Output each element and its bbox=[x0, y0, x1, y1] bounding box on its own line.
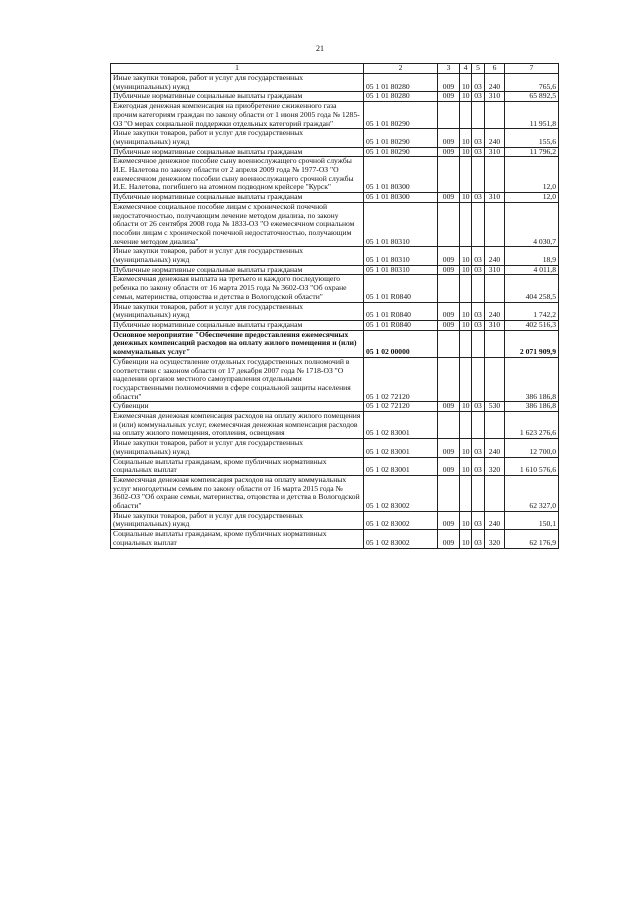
row-code-cell: 05 1 02 00000 bbox=[364, 330, 438, 357]
row-amount-cell: 4 030,7 bbox=[505, 202, 559, 247]
row-col4-cell: 10 bbox=[460, 265, 472, 275]
table-row bbox=[111, 530, 559, 548]
row-col4-cell: 10 bbox=[460, 247, 472, 265]
row-code-cell: 05 1 01 R0840 bbox=[364, 320, 438, 330]
row-col5-cell: 03 bbox=[472, 530, 485, 548]
header-col-1: 1 bbox=[111, 64, 364, 74]
row-col5-cell bbox=[472, 357, 485, 402]
row-col6-cell bbox=[485, 412, 505, 439]
row-code-cell: 05 1 02 83001 bbox=[364, 439, 438, 457]
row-col3-cell: 009 bbox=[438, 92, 460, 102]
row-col6-cell bbox=[485, 330, 505, 357]
row-col6-cell bbox=[485, 475, 505, 511]
row-code-cell: 05 1 01 80290 bbox=[364, 147, 438, 157]
table-row bbox=[111, 357, 559, 402]
row-col3-cell: 009 bbox=[438, 320, 460, 330]
row-amount-cell: 386 186,8 bbox=[505, 402, 559, 412]
row-col3-cell: 009 bbox=[438, 74, 460, 92]
row-col6-cell: 530 bbox=[485, 402, 505, 412]
row-col4-cell bbox=[460, 475, 472, 511]
row-col6-cell: 310 bbox=[485, 92, 505, 102]
row-col4-cell bbox=[460, 275, 472, 302]
row-name-cell: Субвенции bbox=[111, 402, 364, 412]
row-amount-cell: 11 951,8 bbox=[505, 102, 559, 129]
row-col3-cell bbox=[438, 202, 460, 247]
table-row bbox=[111, 439, 559, 457]
row-name-cell: Иные закупки товаров, работ и услуг для государственных (муниципальных) нужд bbox=[111, 511, 364, 529]
row-col3-cell: 009 bbox=[438, 402, 460, 412]
table-row bbox=[111, 412, 559, 439]
row-name-cell: Публичные нормативные социальные выплаты гражданам bbox=[111, 147, 364, 157]
row-col5-cell: 03 bbox=[472, 129, 485, 147]
row-amount-cell: 12 700,0 bbox=[505, 439, 559, 457]
row-col4-cell bbox=[460, 202, 472, 247]
row-name-cell: Иные закупки товаров, работ и услуг для государственных (муниципальных) нужд bbox=[111, 302, 364, 320]
row-col4-cell: 10 bbox=[460, 320, 472, 330]
row-name-cell: Публичные нормативные социальные выплаты гражданам bbox=[111, 320, 364, 330]
row-col6-cell: 240 bbox=[485, 247, 505, 265]
row-amount-cell: 11 796,2 bbox=[505, 147, 559, 157]
row-code-cell: 05 1 01 80310 bbox=[364, 202, 438, 247]
row-col4-cell: 10 bbox=[460, 147, 472, 157]
row-code-cell: 05 1 02 83002 bbox=[364, 475, 438, 511]
table-row bbox=[111, 193, 559, 203]
row-name-cell: Ежемесячная денежная выплата на третьего и каждого последующего ребенка по закону области от 16 марта 2015 года № 3602-ОЗ "Об охране семьи, материнства, отцовства и детства в Вологодской области" bbox=[111, 275, 364, 302]
row-col6-cell: 240 bbox=[485, 511, 505, 529]
row-col4-cell: 10 bbox=[460, 92, 472, 102]
row-amount-cell: 62 327,0 bbox=[505, 475, 559, 511]
row-code-cell: 05 1 02 83002 bbox=[364, 530, 438, 548]
row-col6-cell bbox=[485, 157, 505, 193]
row-col5-cell bbox=[472, 102, 485, 129]
header-col-7: 7 bbox=[505, 64, 559, 74]
row-amount-cell: 12,0 bbox=[505, 157, 559, 193]
row-col3-cell bbox=[438, 157, 460, 193]
row-col3-cell bbox=[438, 275, 460, 302]
row-col4-cell bbox=[460, 412, 472, 439]
header-col-4: 4 bbox=[460, 64, 472, 74]
row-col5-cell: 03 bbox=[472, 439, 485, 457]
row-name-cell: Публичные нормативные социальные выплаты гражданам bbox=[111, 265, 364, 275]
row-name-cell: Социальные выплаты гражданам, кроме публичных нормативных социальных выплат bbox=[111, 530, 364, 548]
row-col5-cell bbox=[472, 202, 485, 247]
row-col6-cell bbox=[485, 357, 505, 402]
row-amount-cell: 62 176,9 bbox=[505, 530, 559, 548]
row-col5-cell bbox=[472, 275, 485, 302]
row-name-cell: Публичные нормативные социальные выплаты гражданам bbox=[111, 92, 364, 102]
table-header bbox=[111, 64, 559, 74]
row-code-cell: 05 1 01 80310 bbox=[364, 247, 438, 265]
row-col6-cell: 320 bbox=[485, 457, 505, 475]
row-code-cell: 05 1 02 83001 bbox=[364, 457, 438, 475]
table-row bbox=[111, 157, 559, 193]
row-amount-cell: 404 258,5 bbox=[505, 275, 559, 302]
row-col4-cell: 10 bbox=[460, 439, 472, 457]
table-row bbox=[111, 102, 559, 129]
row-col3-cell: 009 bbox=[438, 530, 460, 548]
row-code-cell: 05 1 01 80280 bbox=[364, 92, 438, 102]
row-col5-cell: 03 bbox=[472, 457, 485, 475]
table-row bbox=[111, 202, 559, 247]
row-col3-cell: 009 bbox=[438, 247, 460, 265]
row-code-cell: 05 1 02 83002 bbox=[364, 511, 438, 529]
row-amount-cell: 4 011,8 bbox=[505, 265, 559, 275]
row-col4-cell: 10 bbox=[460, 193, 472, 203]
row-col6-cell: 240 bbox=[485, 439, 505, 457]
row-col4-cell bbox=[460, 102, 472, 129]
row-amount-cell: 2 071 909,9 bbox=[505, 330, 559, 357]
row-col6-cell: 310 bbox=[485, 193, 505, 203]
row-col3-cell: 009 bbox=[438, 147, 460, 157]
row-col5-cell: 03 bbox=[472, 193, 485, 203]
row-col3-cell bbox=[438, 102, 460, 129]
row-col5-cell bbox=[472, 157, 485, 193]
row-col3-cell: 009 bbox=[438, 511, 460, 529]
table-row bbox=[111, 275, 559, 302]
row-col6-cell bbox=[485, 102, 505, 129]
row-col5-cell: 03 bbox=[472, 302, 485, 320]
row-name-cell: Иные закупки товаров, работ и услуг для государственных (муниципальных) нужд bbox=[111, 439, 364, 457]
table-row bbox=[111, 129, 559, 147]
row-amount-cell: 1 623 276,6 bbox=[505, 412, 559, 439]
row-name-cell: Иные закупки товаров, работ и услуг для государственных (муниципальных) нужд bbox=[111, 74, 364, 92]
row-col4-cell: 10 bbox=[460, 302, 472, 320]
header-col-5: 5 bbox=[472, 64, 485, 74]
row-name-cell: Ежемесячное социальное пособие лицам с хронической почечной недостаточностью, получающим лечение методом диализа, по закону области от 26 сентября 2008 года № 1833-ОЗ "О ежемесячном социальном пособии лицам с хронической почечной недостаточностью, получающим лечение методом диализа" bbox=[111, 202, 364, 247]
table-row bbox=[111, 475, 559, 511]
row-amount-cell: 765,6 bbox=[505, 74, 559, 92]
row-name-cell: Ежемесячная денежная компенсация расходов на оплату коммунальных услуг многодетным семьям по закону области от 16 марта 2015 года № 3602-ОЗ "Об охране семьи, материнства, отцовства и детства в Вологодской области" bbox=[111, 475, 364, 511]
row-name-cell: Публичные нормативные социальные выплаты гражданам bbox=[111, 193, 364, 203]
row-code-cell: 05 1 01 R0840 bbox=[364, 302, 438, 320]
row-col4-cell: 10 bbox=[460, 511, 472, 529]
row-code-cell: 05 1 01 80290 bbox=[364, 102, 438, 129]
row-col6-cell: 310 bbox=[485, 147, 505, 157]
row-col3-cell: 009 bbox=[438, 193, 460, 203]
row-code-cell: 05 1 02 72120 bbox=[364, 402, 438, 412]
header-col-3: 3 bbox=[438, 64, 460, 74]
row-name-cell: Субвенции на осуществление отдельных государственных полномочий в соответствии с законом области от 17 декабря 2007 года № 1718-ОЗ "О наделении органов местного самоуправления отдельными государственными полномочиями в сфере социальной защиты населения области" bbox=[111, 357, 364, 402]
header-col-6: 6 bbox=[485, 64, 505, 74]
row-name-cell: Социальные выплаты гражданам, кроме публичных нормативных социальных выплат bbox=[111, 457, 364, 475]
row-col6-cell: 240 bbox=[485, 129, 505, 147]
header-col-2: 2 bbox=[364, 64, 438, 74]
row-col6-cell: 240 bbox=[485, 74, 505, 92]
row-amount-cell: 386 186,8 bbox=[505, 357, 559, 402]
row-col3-cell bbox=[438, 357, 460, 402]
row-amount-cell: 402 516,3 bbox=[505, 320, 559, 330]
row-amount-cell: 155,6 bbox=[505, 129, 559, 147]
row-amount-cell: 1 742,2 bbox=[505, 302, 559, 320]
row-name-cell: Иные закупки товаров, работ и услуг для государственных (муниципальных) нужд bbox=[111, 247, 364, 265]
budget-table bbox=[110, 63, 559, 549]
row-col6-cell: 310 bbox=[485, 265, 505, 275]
row-col6-cell: 240 bbox=[485, 302, 505, 320]
row-code-cell: 05 1 01 R0840 bbox=[364, 275, 438, 302]
row-col5-cell: 03 bbox=[472, 320, 485, 330]
row-col4-cell bbox=[460, 157, 472, 193]
row-col5-cell: 03 bbox=[472, 247, 485, 265]
row-col4-cell: 10 bbox=[460, 129, 472, 147]
row-col4-cell: 10 bbox=[460, 457, 472, 475]
row-col3-cell bbox=[438, 475, 460, 511]
row-col3-cell bbox=[438, 330, 460, 357]
row-col3-cell: 009 bbox=[438, 302, 460, 320]
row-code-cell: 05 1 01 80290 bbox=[364, 129, 438, 147]
table-row bbox=[111, 320, 559, 330]
row-amount-cell: 18,9 bbox=[505, 247, 559, 265]
row-col6-cell bbox=[485, 275, 505, 302]
row-amount-cell: 150,1 bbox=[505, 511, 559, 529]
row-col3-cell: 009 bbox=[438, 457, 460, 475]
row-col5-cell bbox=[472, 412, 485, 439]
row-col5-cell: 03 bbox=[472, 92, 485, 102]
row-col4-cell bbox=[460, 357, 472, 402]
row-code-cell: 05 1 01 80310 bbox=[364, 265, 438, 275]
row-code-cell: 05 1 01 80280 bbox=[364, 74, 438, 92]
table-row bbox=[111, 74, 559, 92]
row-name-cell: Ежемесячное денежное пособие сыну военнослужащего срочной службы И.Е. Налетова по закону области от 2 апреля 2009 года № 1977-ОЗ "О ежемесячном денежном пособии сыну военнослужащего срочной службы И.Е. Налетова, погибшего на атомном подводном крейсере "Курск" bbox=[111, 157, 364, 193]
row-name-cell: Ежемесячная денежная компенсация расходов на оплату жилого помещения и (или) коммунальных услуг, ежемесячная денежная компенсация расходов на оплату жилого помещения, отопления, освещения bbox=[111, 412, 364, 439]
table-row bbox=[111, 330, 559, 357]
row-code-cell: 05 1 02 83001 bbox=[364, 412, 438, 439]
row-name-cell: Ежегодная денежная компенсация на приобретение сжиженного газа прочим категориям граждан по закону области от 1 июня 2005 года № 1285-ОЗ "О мерах социальной поддержки отдельных категорий граждан" bbox=[111, 102, 364, 129]
table-row bbox=[111, 511, 559, 529]
row-code-cell: 05 1 01 80300 bbox=[364, 193, 438, 203]
row-amount-cell: 12,0 bbox=[505, 193, 559, 203]
row-col5-cell: 03 bbox=[472, 147, 485, 157]
row-col5-cell: 03 bbox=[472, 402, 485, 412]
row-name-cell: Иные закупки товаров, работ и услуг для государственных (муниципальных) нужд bbox=[111, 129, 364, 147]
row-col5-cell: 03 bbox=[472, 74, 485, 92]
table-row bbox=[111, 302, 559, 320]
row-col5-cell: 03 bbox=[472, 265, 485, 275]
header-row bbox=[111, 64, 559, 74]
row-col4-cell: 10 bbox=[460, 74, 472, 92]
row-col3-cell bbox=[438, 412, 460, 439]
row-col5-cell: 03 bbox=[472, 511, 485, 529]
row-col3-cell: 009 bbox=[438, 129, 460, 147]
row-amount-cell: 65 892,5 bbox=[505, 92, 559, 102]
row-col4-cell bbox=[460, 330, 472, 357]
row-code-cell: 05 1 01 80300 bbox=[364, 157, 438, 193]
row-col6-cell: 310 bbox=[485, 320, 505, 330]
table-row bbox=[111, 457, 559, 475]
row-col3-cell: 009 bbox=[438, 439, 460, 457]
row-col3-cell: 009 bbox=[438, 265, 460, 275]
row-name-cell: Основное мероприятие "Обеспечение предоставления ежемесячных денежных компенсаций расходов на оплату жилого помещения и (или) коммунальных услуг" bbox=[111, 330, 364, 357]
row-amount-cell: 1 610 576,6 bbox=[505, 457, 559, 475]
row-col4-cell: 10 bbox=[460, 402, 472, 412]
row-col5-cell bbox=[472, 330, 485, 357]
row-code-cell: 05 1 02 72120 bbox=[364, 357, 438, 402]
page-number: 21 bbox=[316, 44, 324, 53]
row-col4-cell: 10 bbox=[460, 530, 472, 548]
row-col5-cell bbox=[472, 475, 485, 511]
row-col6-cell bbox=[485, 202, 505, 247]
table-row bbox=[111, 247, 559, 265]
row-col6-cell: 320 bbox=[485, 530, 505, 548]
table-body bbox=[111, 74, 559, 549]
